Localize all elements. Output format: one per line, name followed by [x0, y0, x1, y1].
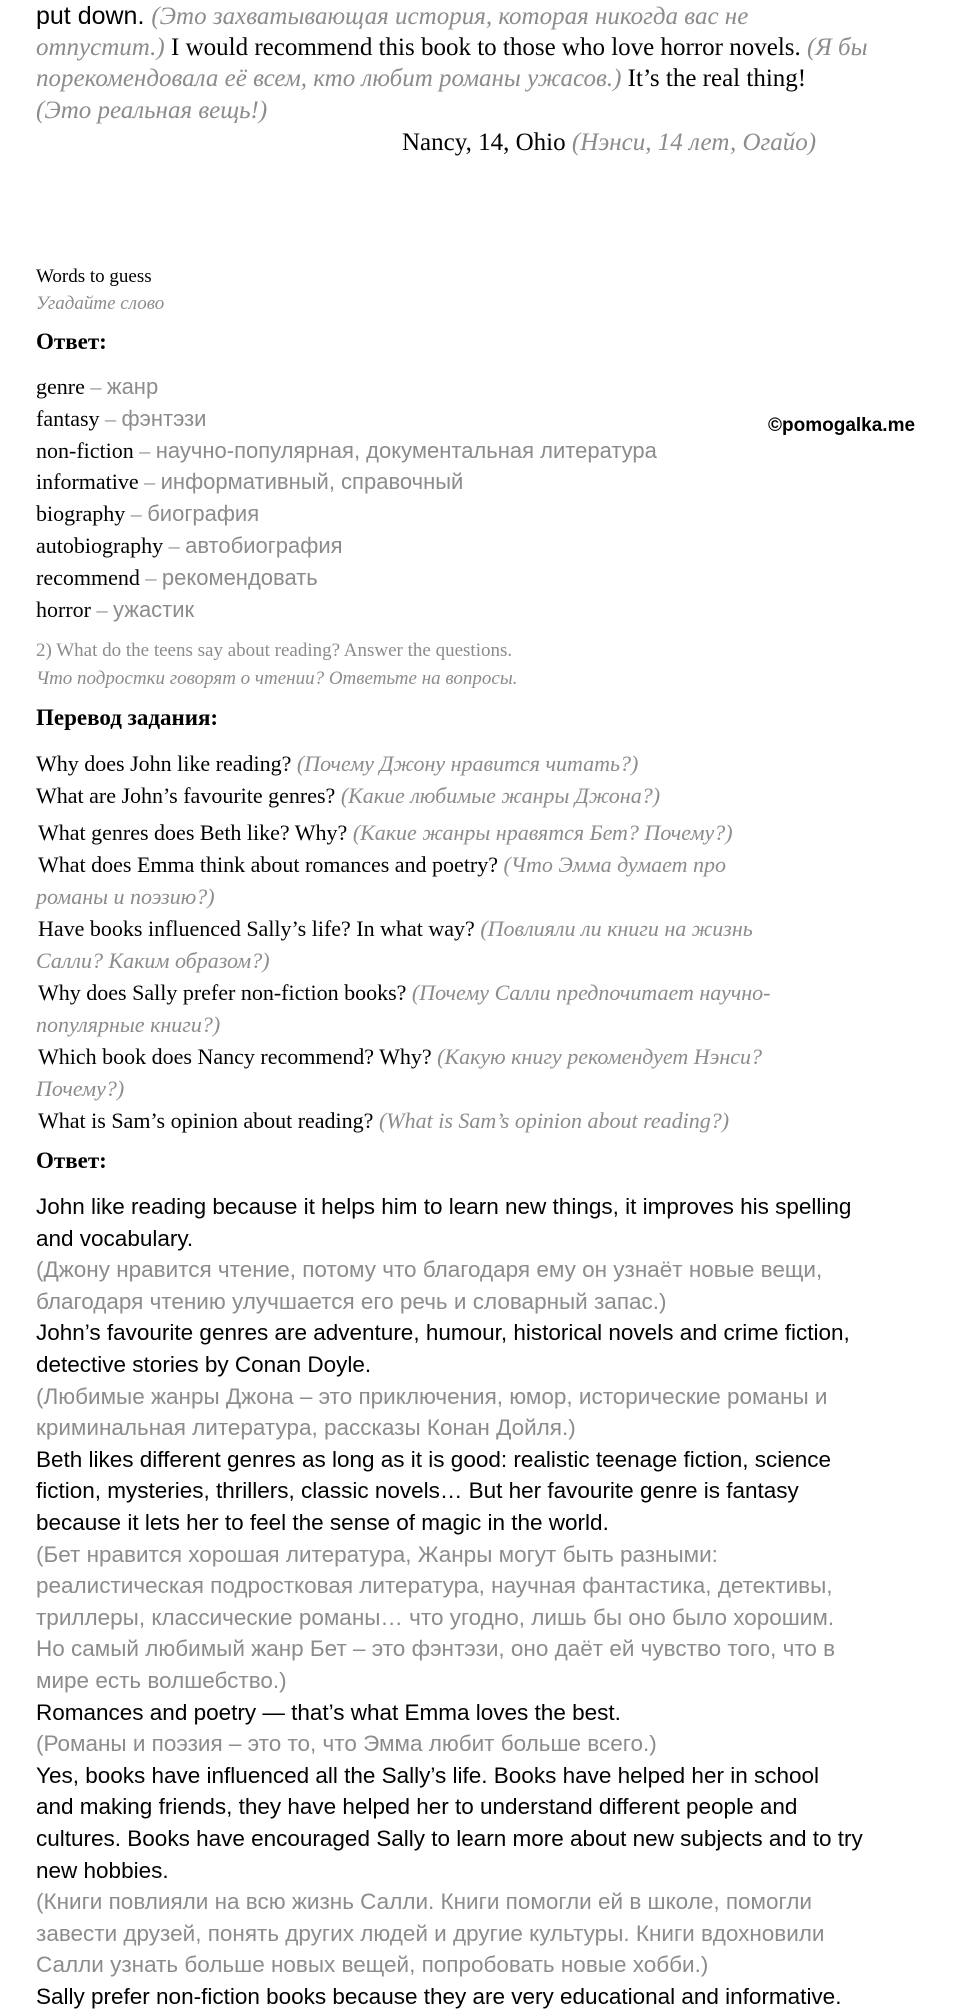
glossary-dash: –: [133, 437, 156, 463]
words-task-ru: Угадайте слово: [36, 293, 165, 314]
glossary-translation: автобиография: [185, 533, 343, 558]
question-ru: Салли? Каким образом?): [36, 948, 270, 973]
question-line: [38, 1042, 762, 1072]
intro-en-text: It’s the real thing!: [621, 65, 807, 92]
answer-ru: (Джону нравится чтение, потому что благодаря ему он узнаёт новые вещи,: [36, 1257, 823, 1283]
answer-line: [36, 1350, 371, 1380]
glossary-dash: –: [90, 596, 113, 622]
answer-en: because it lets her to feel the sense of magic in the world.: [36, 1510, 609, 1535]
glossary-term: biography: [36, 501, 126, 527]
answer-line: [36, 1224, 193, 1254]
answer-ru: триллеры, классические романы… что угодно, лишь бы оно было хорошим.: [36, 1604, 835, 1630]
answer-en: fiction, mysteries, thrillers, classic novels… But her favourite genre is fantasy: [36, 1478, 799, 1504]
answer-ru: криминальная литература, рассказы Конан Дойля.): [36, 1415, 576, 1441]
translation-heading: Перевод задания:: [36, 705, 219, 730]
question-ru: (Какую книгу рекомендует Нэнси?: [437, 1044, 763, 1069]
glossary-translation: рекомендовать: [161, 564, 318, 590]
question-ru: (Почему Салли предпочитает научно-: [411, 980, 771, 1005]
signature: [402, 127, 816, 159]
glossary-dash: –: [139, 564, 162, 590]
task2-en: 2) What do the teens say about reading? Answer the questions.: [36, 640, 513, 661]
answer-ru: (Книги повлияли на всю жизнь Салли. Книги помогли ей в школе, помогли: [36, 1889, 812, 1915]
task2-ru: Что подростки говорят о чтении? Ответьте на вопросы.: [36, 668, 518, 689]
answer-ru: благодаря чтению улучшается его речь и словарный запас.): [36, 1288, 667, 1314]
answer-translation-line: [36, 1287, 667, 1317]
question-en: Which book does Nancy recommend? Why?: [38, 1044, 438, 1069]
answer-en: new hobbies.: [36, 1857, 169, 1883]
question-en: What does Emma think about romances and poetry?: [38, 852, 504, 877]
answer-en: John’s favourite genres are adventure, humour, historical novels and crime fiction,: [36, 1320, 850, 1346]
answer-ru: реалистическая подростковая литература, научная фантастика, детективы,: [36, 1573, 833, 1599]
question-ru: (What is Sam’s opinion about reading?): [378, 1108, 730, 1133]
glossary-term: autobiography: [36, 533, 164, 558]
signature-ru: (Нэнси, 14 лет, Огайо): [571, 129, 817, 156]
answer-translation-line: [36, 1255, 822, 1285]
question-en: Why does John like reading?: [36, 751, 297, 776]
question-ru: Почему?): [36, 1076, 125, 1101]
question-ru: популярные книги?): [36, 1012, 221, 1037]
glossary-translation: ужастик: [112, 596, 195, 622]
intro-line-3: [36, 63, 806, 95]
answer-en: Beth likes different genres as long as it is good: realistic teenage fiction, science: [36, 1446, 832, 1472]
answer-en: and making friends, they have helped her to understand different people and: [36, 1794, 798, 1820]
watermark: ©pomogalka.me: [768, 415, 916, 436]
glossary-item: [36, 372, 158, 402]
question-line: [38, 1106, 729, 1136]
glossary-translation: фэнтэзи: [121, 405, 207, 431]
question-en: What are John’s favourite genres?: [36, 783, 341, 808]
question-ru: (Что Эмма думает про: [503, 852, 727, 877]
glossary-translation: информативный, справочный: [160, 469, 464, 495]
question-ru: (Какие жанры нравятся Бет? Почему?): [352, 820, 733, 845]
answer-heading-2: Ответ:: [36, 1148, 107, 1173]
glossary-term: non-fiction: [36, 437, 134, 463]
glossary-item: [36, 563, 318, 593]
intro-ru-text: (Это реальная вещь!): [36, 97, 268, 124]
intro-line-2: [36, 32, 868, 64]
answer-line: [36, 1824, 863, 1854]
answer-ru: Но самый любимый жанр Бет – это фэнтэзи, оно даёт ей чувство того, что в: [36, 1636, 836, 1662]
glossary-term: recommend: [36, 564, 140, 590]
glossary-dash: –: [84, 374, 107, 399]
question-en: Why does Sally prefer non-fiction books?: [38, 980, 412, 1005]
question-line: [36, 749, 638, 779]
answer-translation-line: [36, 1540, 718, 1570]
answer-line: [36, 1476, 799, 1506]
glossary-item: [36, 436, 657, 466]
glossary-item: [36, 531, 343, 561]
intro-en-text: put down.: [36, 2, 152, 30]
question-ru: (Какие любимые жанры Джона?): [340, 783, 661, 808]
answer-line: [36, 1318, 850, 1348]
glossary-term: fantasy: [36, 405, 100, 431]
answer-line: [36, 1982, 841, 2012]
intro-ru-text: (Я бы: [807, 34, 868, 61]
glossary-translation: научно-популярная, документальная литература: [155, 437, 657, 463]
answer-ru: (Романы и поэзия – это то, что Эмма любит больше всего.): [36, 1731, 657, 1757]
answer-translation-line: [36, 1382, 827, 1412]
words-task-en: Words to guess: [36, 266, 152, 287]
intro-en-text: I would recommend this book to those who love horror novels.: [164, 34, 808, 61]
question-ru: (Повлияли ли книги на жизнь: [480, 916, 753, 941]
answer-translation-line: [36, 1729, 657, 1759]
answer-en: Yes, books have influenced all the Sally’s life. Books have helped her in school: [36, 1762, 820, 1788]
glossary-translation: биография: [147, 501, 260, 527]
glossary-term: genre: [36, 374, 85, 399]
answer-line: [36, 1792, 797, 1822]
question-line: [38, 850, 726, 880]
glossary-term: horror: [36, 596, 91, 622]
answer-en: cultures. Books have encouraged Sally to learn more about new subjects and to try: [36, 1826, 863, 1851]
question-ru: (Почему Джону нравится читать?): [296, 751, 639, 776]
intro-ru-text: порекомендовала её всем, кто любит романы ужасов.): [36, 65, 622, 92]
answer-translation-line: [36, 1571, 833, 1601]
glossary-item: [36, 467, 463, 497]
question-en: What is Sam’s opinion about reading?: [38, 1108, 379, 1133]
glossary-dash: –: [125, 501, 148, 527]
glossary-item: [36, 499, 259, 529]
question-line: [36, 882, 215, 912]
question-line: [36, 946, 270, 976]
answer-translation-line: [36, 1413, 576, 1443]
question-ru: романы и поэзию?): [36, 884, 215, 909]
answer-line: [36, 1192, 851, 1222]
question-line: [36, 781, 660, 811]
intro-line-1: [36, 0, 748, 33]
answer-ru: Салли узнать больше новых вещей, попробовать новые хобби.): [36, 1952, 709, 1978]
glossary-translation: жанр: [106, 374, 159, 399]
answer-ru: мире есть волшебство.): [36, 1668, 287, 1693]
intro-line-4: [36, 95, 267, 127]
glossary-term: informative: [36, 469, 139, 495]
glossary-item: [36, 404, 206, 434]
answer-ru: (Любимые жанры Джона – это приключения, юмор, исторические романы и: [36, 1383, 828, 1409]
question-line: [36, 1074, 124, 1104]
answer-line: [36, 1761, 819, 1791]
answer-translation-line: [36, 1919, 825, 1949]
answer-en: John like reading because it helps him to learn new things, it improves his spelling: [36, 1194, 852, 1219]
answer-line: [36, 1508, 609, 1538]
answer-translation-line: [36, 1666, 287, 1696]
answer-en: Romances and poetry — that’s what Emma loves the best.: [36, 1699, 621, 1725]
answer-translation-line: [36, 1603, 834, 1633]
answer-line: [36, 1698, 621, 1728]
answer-translation-line: [36, 1887, 812, 1917]
answer-heading: Ответ:: [36, 329, 107, 354]
glossary-item: [36, 595, 194, 625]
signature-en: Nancy, 14, Ohio: [402, 129, 572, 156]
answer-line: [36, 1856, 169, 1886]
question-en: What genres does Beth like? Why?: [38, 820, 353, 845]
answer-en: and vocabulary.: [36, 1225, 194, 1251]
question-line: [36, 1010, 220, 1040]
answer-en: detective stories by Conan Doyle.: [36, 1352, 372, 1377]
glossary-dash: –: [163, 533, 186, 558]
question-en: Have books influenced Sally’s life? In what way?: [38, 916, 481, 941]
question-line: [38, 978, 771, 1008]
answer-translation-line: [36, 1950, 708, 1980]
answer-line: [36, 1445, 831, 1475]
answer-translation-line: [36, 1634, 835, 1664]
intro-ru-text: (Это захватывающая история, которая никогда вас не: [151, 3, 749, 30]
glossary-dash: –: [99, 405, 122, 431]
glossary-dash: –: [138, 469, 161, 495]
question-line: [38, 818, 733, 848]
answer-ru: завести друзей, понять других людей и другие культуры. Книги вдохновили: [36, 1920, 825, 1946]
answer-en: Sally prefer non-fiction books because they are very educational and informative.: [36, 1984, 842, 2009]
intro-ru-text: отпустит.): [36, 34, 165, 61]
answer-ru: (Бет нравится хорошая литература, Жанры могут быть разными:: [36, 1541, 718, 1567]
question-line: [38, 914, 753, 944]
